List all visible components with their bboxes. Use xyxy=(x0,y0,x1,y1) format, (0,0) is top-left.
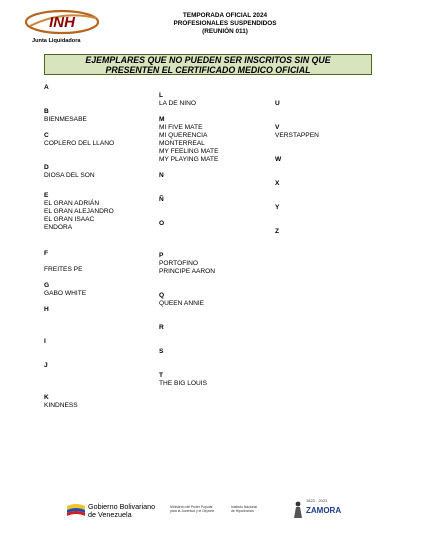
horse-name: EL GRAN ADRIÁN xyxy=(44,200,100,207)
letter-group xyxy=(44,132,114,148)
letter-heading: W xyxy=(275,156,282,163)
letter-group xyxy=(44,394,78,410)
gobierno-line: de Venezuela xyxy=(88,509,132,519)
horse-name: EL GRAN ISAAC xyxy=(44,216,95,223)
letter-heading: E xyxy=(44,192,49,199)
letter-group xyxy=(275,100,280,108)
footer xyxy=(66,498,366,524)
letter-group xyxy=(159,116,218,164)
letter-group xyxy=(159,324,164,332)
horse-name: MY PLAYING MATE xyxy=(159,156,219,163)
horse-name: MI QUERENCIA xyxy=(159,132,208,139)
title-line: PROFESIONALES SUSPENDIDOS xyxy=(173,20,277,27)
horse-name: MI FIVE MATE xyxy=(159,124,203,131)
letter-heading: Y xyxy=(275,204,280,211)
title-line: TEMPORADA OFICIAL 2024 xyxy=(182,12,268,19)
horse-name: GABO WHITE xyxy=(44,290,87,297)
letter-heading: B xyxy=(44,108,49,115)
horse-name: VERSTAPPEN xyxy=(275,132,319,139)
letter-group xyxy=(44,306,49,314)
ministry-text xyxy=(170,505,214,513)
horse-name: LA DE NINO xyxy=(159,100,197,107)
logo-subtitle: Junta Liquidadora xyxy=(32,38,81,44)
banner xyxy=(44,54,372,75)
letter-group xyxy=(159,172,164,180)
letter-group xyxy=(44,192,114,232)
gobierno-text xyxy=(88,503,155,518)
letter-heading: V xyxy=(275,124,280,131)
letter-heading: G xyxy=(44,282,50,289)
horse-name: THE BIG LOUIS xyxy=(159,380,207,387)
institute-text xyxy=(231,505,257,513)
inh-logo xyxy=(24,8,100,36)
banner-line: PRESENTEN EL CERTIFICADO MEDICO OFICIAL xyxy=(105,64,311,75)
horse-name: COPLERO DEL LLANO xyxy=(44,140,115,147)
horse-name: BIENMESABE xyxy=(44,116,87,123)
institute-line: de Hipódromos xyxy=(231,509,254,513)
horse-name: DIOSA DEL SON xyxy=(44,172,95,179)
banner-heading xyxy=(45,55,371,75)
horse-name xyxy=(44,258,82,266)
letter-group xyxy=(159,372,207,388)
letter-group xyxy=(44,362,48,370)
letter-heading: H xyxy=(44,306,49,313)
letter-heading: C xyxy=(44,132,49,139)
banner-line: EJEMPLARES QUE NO PUEDEN SER INSCRITOS SIN QUE xyxy=(85,55,331,65)
horse-name: MONTERREAL xyxy=(159,140,205,147)
letter-group xyxy=(159,196,164,204)
horse-name: QUEEN ANNIE xyxy=(159,300,205,307)
horse-name: ENDORA xyxy=(44,224,73,231)
horse-name: MY FEELING MATE xyxy=(159,148,219,155)
letter-heading: P xyxy=(159,252,164,259)
letter-group xyxy=(44,164,95,180)
letter-group xyxy=(159,252,215,276)
letter-heading: I xyxy=(44,338,46,345)
letter-group xyxy=(159,220,164,228)
horse-name: KINDNESS xyxy=(44,402,78,409)
letter-group xyxy=(275,156,281,164)
letter-heading: R xyxy=(159,324,164,331)
letter-heading: U xyxy=(275,100,280,107)
letter-group xyxy=(44,282,86,298)
zamora-logo-text: ZAMORA xyxy=(306,506,342,515)
gobierno-line: Gobierno Bolivariano xyxy=(88,502,156,511)
logo-text: INH xyxy=(49,14,75,31)
venezuela-flag-icon xyxy=(66,502,86,518)
title-line: (REUNIÓN 011) xyxy=(202,28,248,35)
ministry-line: Ministerio del Poder Popular xyxy=(170,505,213,509)
horse-name: EL GRAN ALEJANDRO xyxy=(44,208,114,215)
letter-heading: T xyxy=(159,372,164,379)
letter-heading: M xyxy=(159,116,165,123)
letter-group xyxy=(44,338,46,346)
letter-group xyxy=(159,292,204,308)
letter-group xyxy=(275,124,319,140)
letter-group xyxy=(44,250,82,274)
institute-line: Instituto Nacional xyxy=(231,505,258,509)
page-title xyxy=(150,12,300,36)
letter-heading: J xyxy=(44,362,48,369)
zamora-figure-icon xyxy=(292,501,304,519)
letter-heading: S xyxy=(159,348,164,355)
letter-group xyxy=(275,180,279,188)
letter-heading: D xyxy=(44,164,49,171)
horse-name: PRINCIPE AARON xyxy=(159,268,216,275)
letter-heading: Q xyxy=(159,292,165,299)
letter-group xyxy=(44,84,49,92)
letter-heading: F xyxy=(44,250,49,257)
letter-heading: Z xyxy=(275,228,280,235)
letter-heading: L xyxy=(159,92,164,99)
letter-heading: O xyxy=(159,220,165,227)
letter-group xyxy=(159,92,196,108)
letter-heading: K xyxy=(44,394,49,401)
letter-heading: Ñ xyxy=(159,196,164,203)
letter-group xyxy=(275,204,279,212)
letter-heading: A xyxy=(44,84,49,91)
letter-group xyxy=(275,228,279,236)
letter-group xyxy=(159,348,163,356)
letter-heading: X xyxy=(275,180,280,187)
zamora-years: 1823 - 2023 xyxy=(306,498,328,503)
letter-heading: N xyxy=(159,172,164,179)
horse-name: FREITES PE xyxy=(44,266,83,273)
ministry-line: para la Juventud y el Deporte xyxy=(170,509,215,513)
letter-group xyxy=(44,108,87,124)
horse-name: PORTOFINO xyxy=(159,260,198,267)
